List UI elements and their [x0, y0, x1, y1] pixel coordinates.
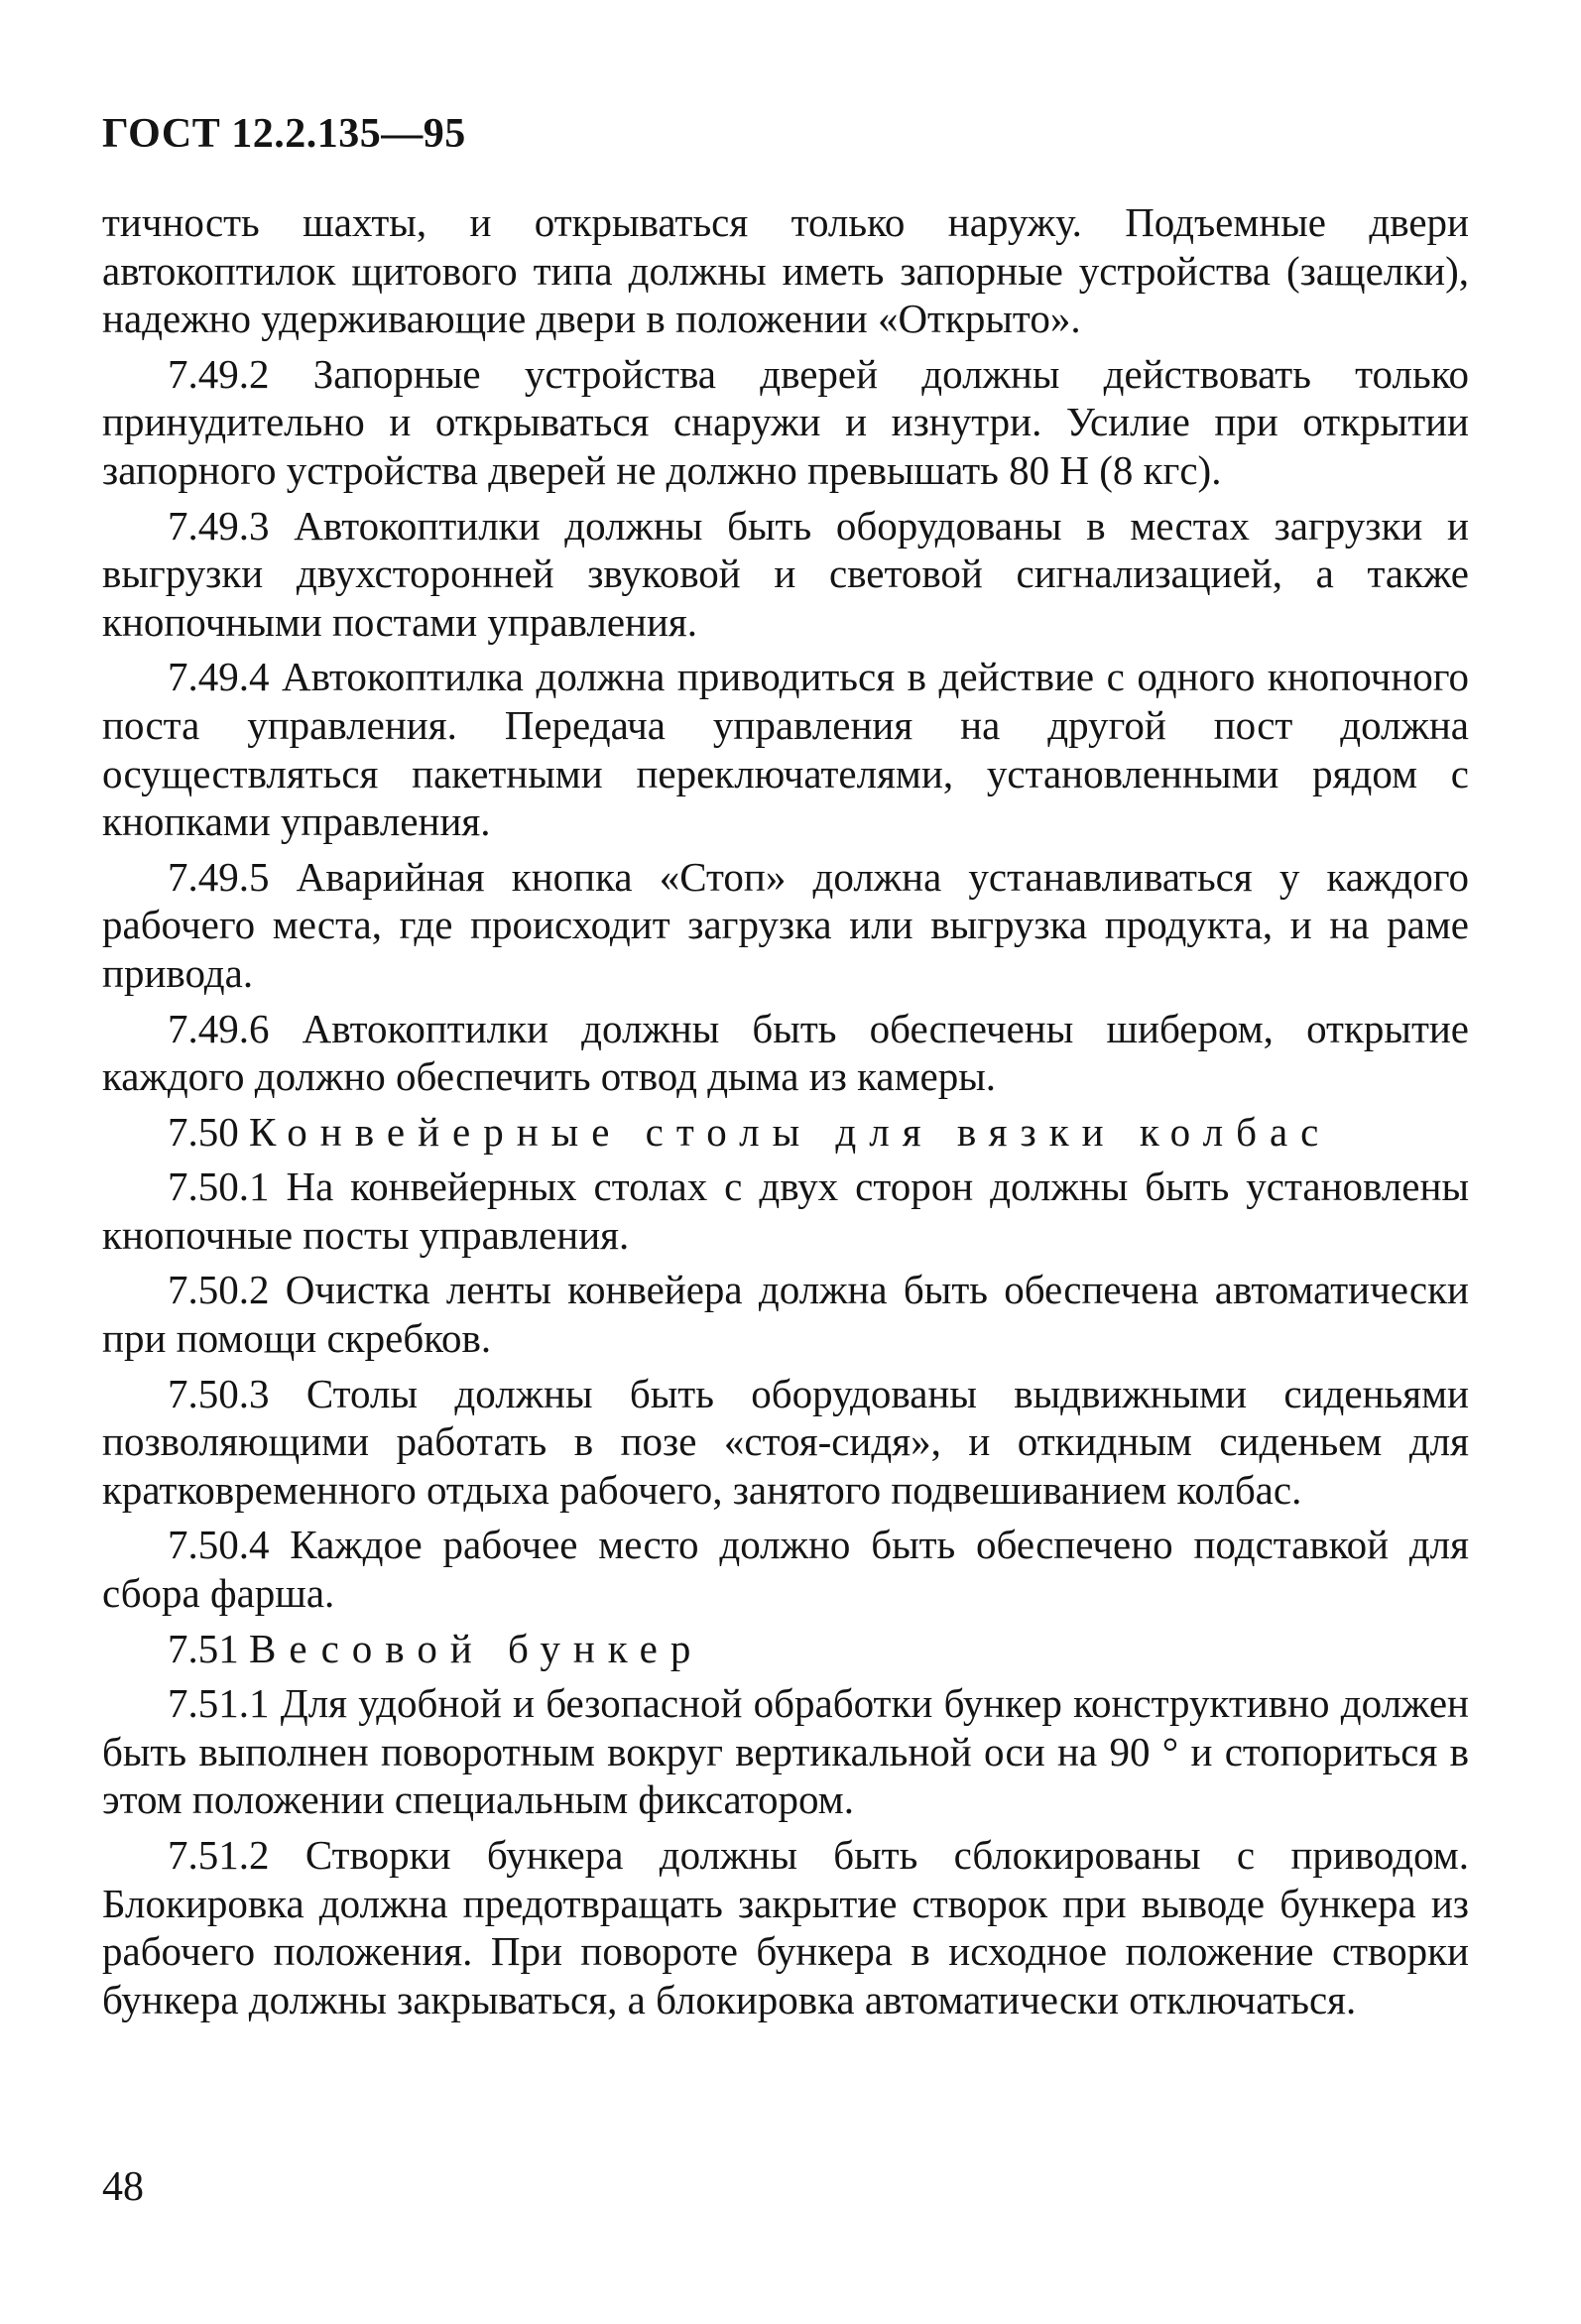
paragraph-7-49-3: 7.49.3 Автокоптилки должны быть оборудованы в местах загрузки и выгрузки двухсторонней звуковой и световой сигнализацией, а также кнопочными постами управления.	[102, 502, 1469, 645]
paragraph-7-50-2: 7.50.2 Очистка ленты конвейера должна быть обеспечена автоматически при помощи скребков.	[102, 1267, 1469, 1362]
section-number: 7.50	[168, 1108, 239, 1155]
section-number: 7.51	[168, 1625, 239, 1671]
section-title: Конвейерные столы для вязки колбас	[249, 1108, 1332, 1155]
paragraph-7-49-6: 7.49.6 Автокоптилки должны быть обеспечены шибером, открытие каждого должно обеспечить отвод дыма из камеры.	[102, 1005, 1469, 1100]
paragraph-7-50-3: 7.50.3 Столы должны быть оборудованы выдвижными сиденьями позволяющими работать в позе «стоя-сидя», и откидным сиденьем для кратковременного отдыха рабочего, занятого подвешиванием колбас.	[102, 1370, 1469, 1513]
paragraph-7-49-5: 7.49.5 Аварийная кнопка «Стоп» должна устанавливаться у каждого рабочего места, где происходит загрузка или выгрузка продукта, и на раме привода.	[102, 853, 1469, 996]
paragraph-7-50-4: 7.50.4 Каждое рабочее место должно быть обеспечено подставкой для сбора фарша.	[102, 1522, 1469, 1617]
document-body	[102, 198, 1469, 2030]
paragraph-7-51-2: 7.51.2 Створки бункера должны быть сблокированы с приводом. Блокировка должна предотвращать закрытие створок при выводе бункера из рабочего положения. При повороте бункера в исходное положение створки бункера должны закрываться, а блокировка автоматически отключаться.	[102, 1832, 1469, 2022]
paragraph-7-50-1: 7.50.1 На конвейерных столах с двух сторон должны быть установлены кнопочные посты управления.	[102, 1163, 1469, 1258]
section-heading-7-51	[102, 1625, 1469, 1673]
section-title: Весовой бункер	[249, 1625, 704, 1671]
paragraph-7-49-4: 7.49.4 Автокоптилка должна приводиться в действие с одного кнопочного поста управления. Передача управления на другой пост должна осуществляться пакетными переключателями, установленными рядом с кнопками управления.	[102, 654, 1469, 845]
paragraph-7-49-2: 7.49.2 Запорные устройства дверей должны действовать только принудительно и открываться снаружи и изнутри. Усилие при открытии запорного устройства дверей не должно превышать 80 Н (8 кгс).	[102, 350, 1469, 493]
page-number: 48	[102, 2164, 144, 2210]
document-code-header: ГОСТ 12.2.135—95	[102, 111, 466, 157]
paragraph-7-51-1: 7.51.1 Для удобной и безопасной обработки бункер конструктивно должен быть выполнен поворотным вокруг вертикальной оси на 90 ° и стопориться в этом положении специальным фиксатором.	[102, 1680, 1469, 1823]
paragraph-continuation: тичность шахты, и открываться только наружу. Подъемные двери автокоптилок щитового типа должны иметь запорные устройства (защелки), надежно удерживающие двери в положении «Открыто».	[102, 199, 1469, 342]
section-heading-7-50	[102, 1108, 1469, 1157]
